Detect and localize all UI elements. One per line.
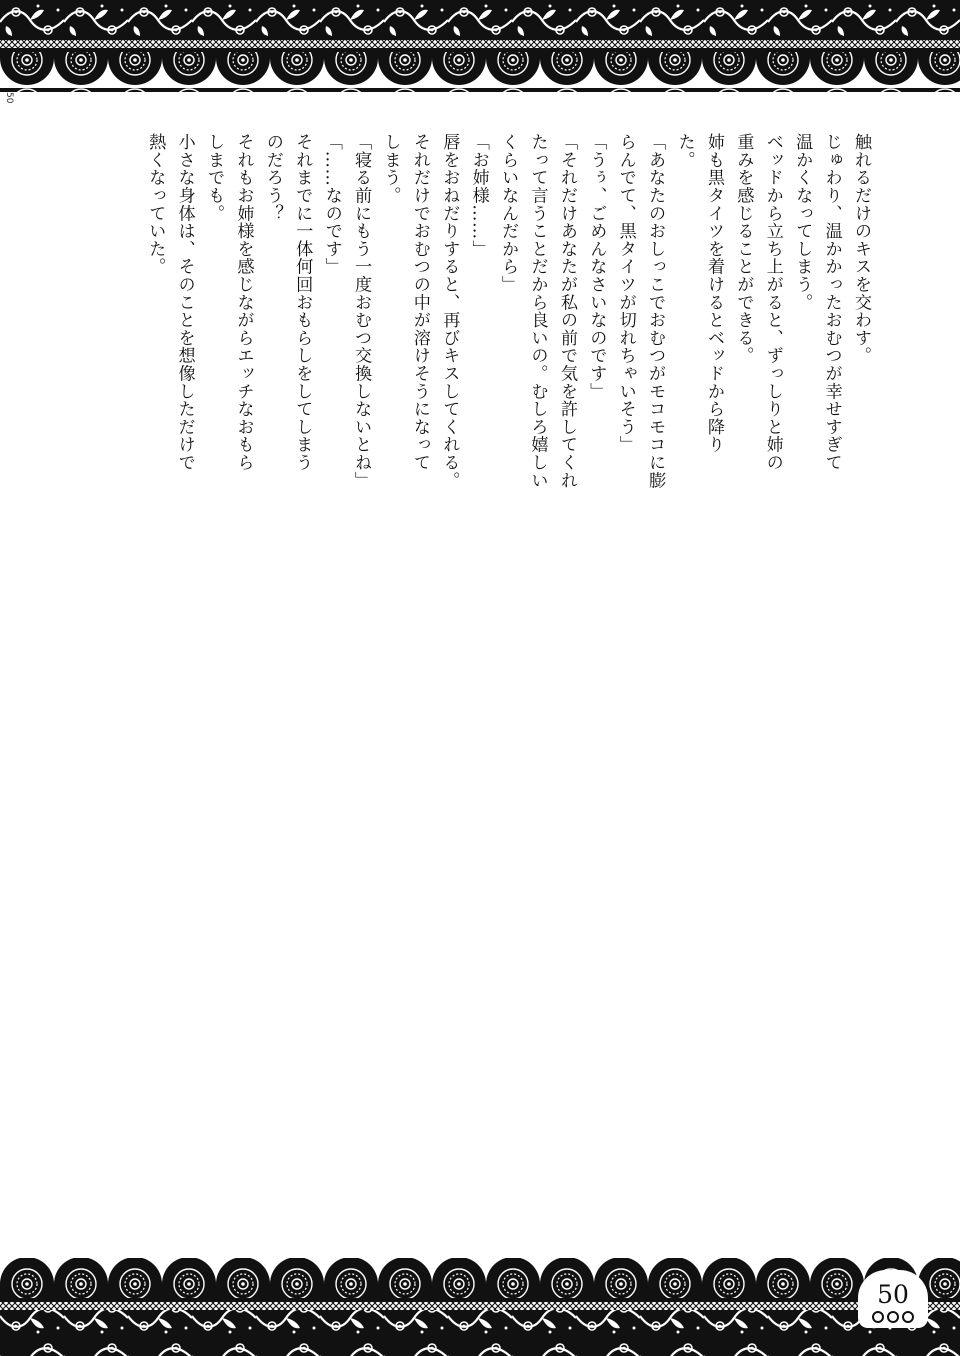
text-line: くらいなんだから」 bbox=[498, 133, 519, 294]
page-number: 50 bbox=[877, 1280, 909, 1309]
text-line: 熱くなっていた。 bbox=[145, 133, 166, 276]
text-line: 姉も黒タイツを着けるとベッドから降り bbox=[703, 133, 724, 454]
text-line: たって言うことだから良いの。むしろ嬉しい bbox=[527, 133, 548, 489]
text-line: それだけでおむつの中が溶けそうになって bbox=[409, 133, 430, 472]
bottom-lace-border bbox=[0, 1258, 960, 1356]
text-line: 「……なのです」 bbox=[321, 133, 342, 276]
text-line: た。 bbox=[674, 133, 695, 169]
text-line: 「あなたのおしっこでおむつがモコモコに膨 bbox=[645, 133, 666, 489]
text-line: しまでも。 bbox=[204, 133, 225, 222]
text-line: じゅわり、温かかったおむつが幸せすぎて bbox=[821, 133, 842, 472]
text-line: 重みを感じることができる。 bbox=[733, 133, 754, 365]
body-text bbox=[115, 133, 875, 493]
text-line: らんでて、黒タイツが切れちゃいそう」 bbox=[615, 133, 636, 454]
text-line: 「うぅ、ごめんなさいなのです」 bbox=[586, 133, 607, 400]
page-number-badge bbox=[858, 1270, 928, 1328]
text-line: ベッドから立ち上がると、ずっしりと姉の bbox=[762, 133, 783, 472]
text-line: のだろう？ bbox=[262, 133, 283, 222]
margin-page-number: 50 bbox=[4, 92, 14, 104]
text-line: それもお姉様を感じながらエッチなおもら bbox=[233, 133, 254, 472]
badge-ornament-icon bbox=[870, 1310, 916, 1324]
text-line: しまう。 bbox=[380, 133, 401, 205]
text-line: 触れるだけのキスを交わす。 bbox=[851, 133, 871, 365]
text-line: 唇をおねだりすると、再びキスしてくれる。 bbox=[439, 133, 460, 489]
text-line: 「お姉様……」 bbox=[468, 133, 489, 258]
text-line: 温かくなってしまう。 bbox=[792, 133, 813, 311]
top-lace-border bbox=[0, 0, 960, 92]
text-line: 小さな身体は、そのことを想像しただけで bbox=[174, 133, 195, 472]
text-line: 「寝る前にもう一度おむつ交換しないとね」 bbox=[351, 133, 372, 489]
text-line: 「それだけあなたが私の前で気を許してくれ bbox=[556, 133, 577, 489]
text-line: それまでに一体何回おもらしをしてしまう bbox=[292, 133, 313, 472]
